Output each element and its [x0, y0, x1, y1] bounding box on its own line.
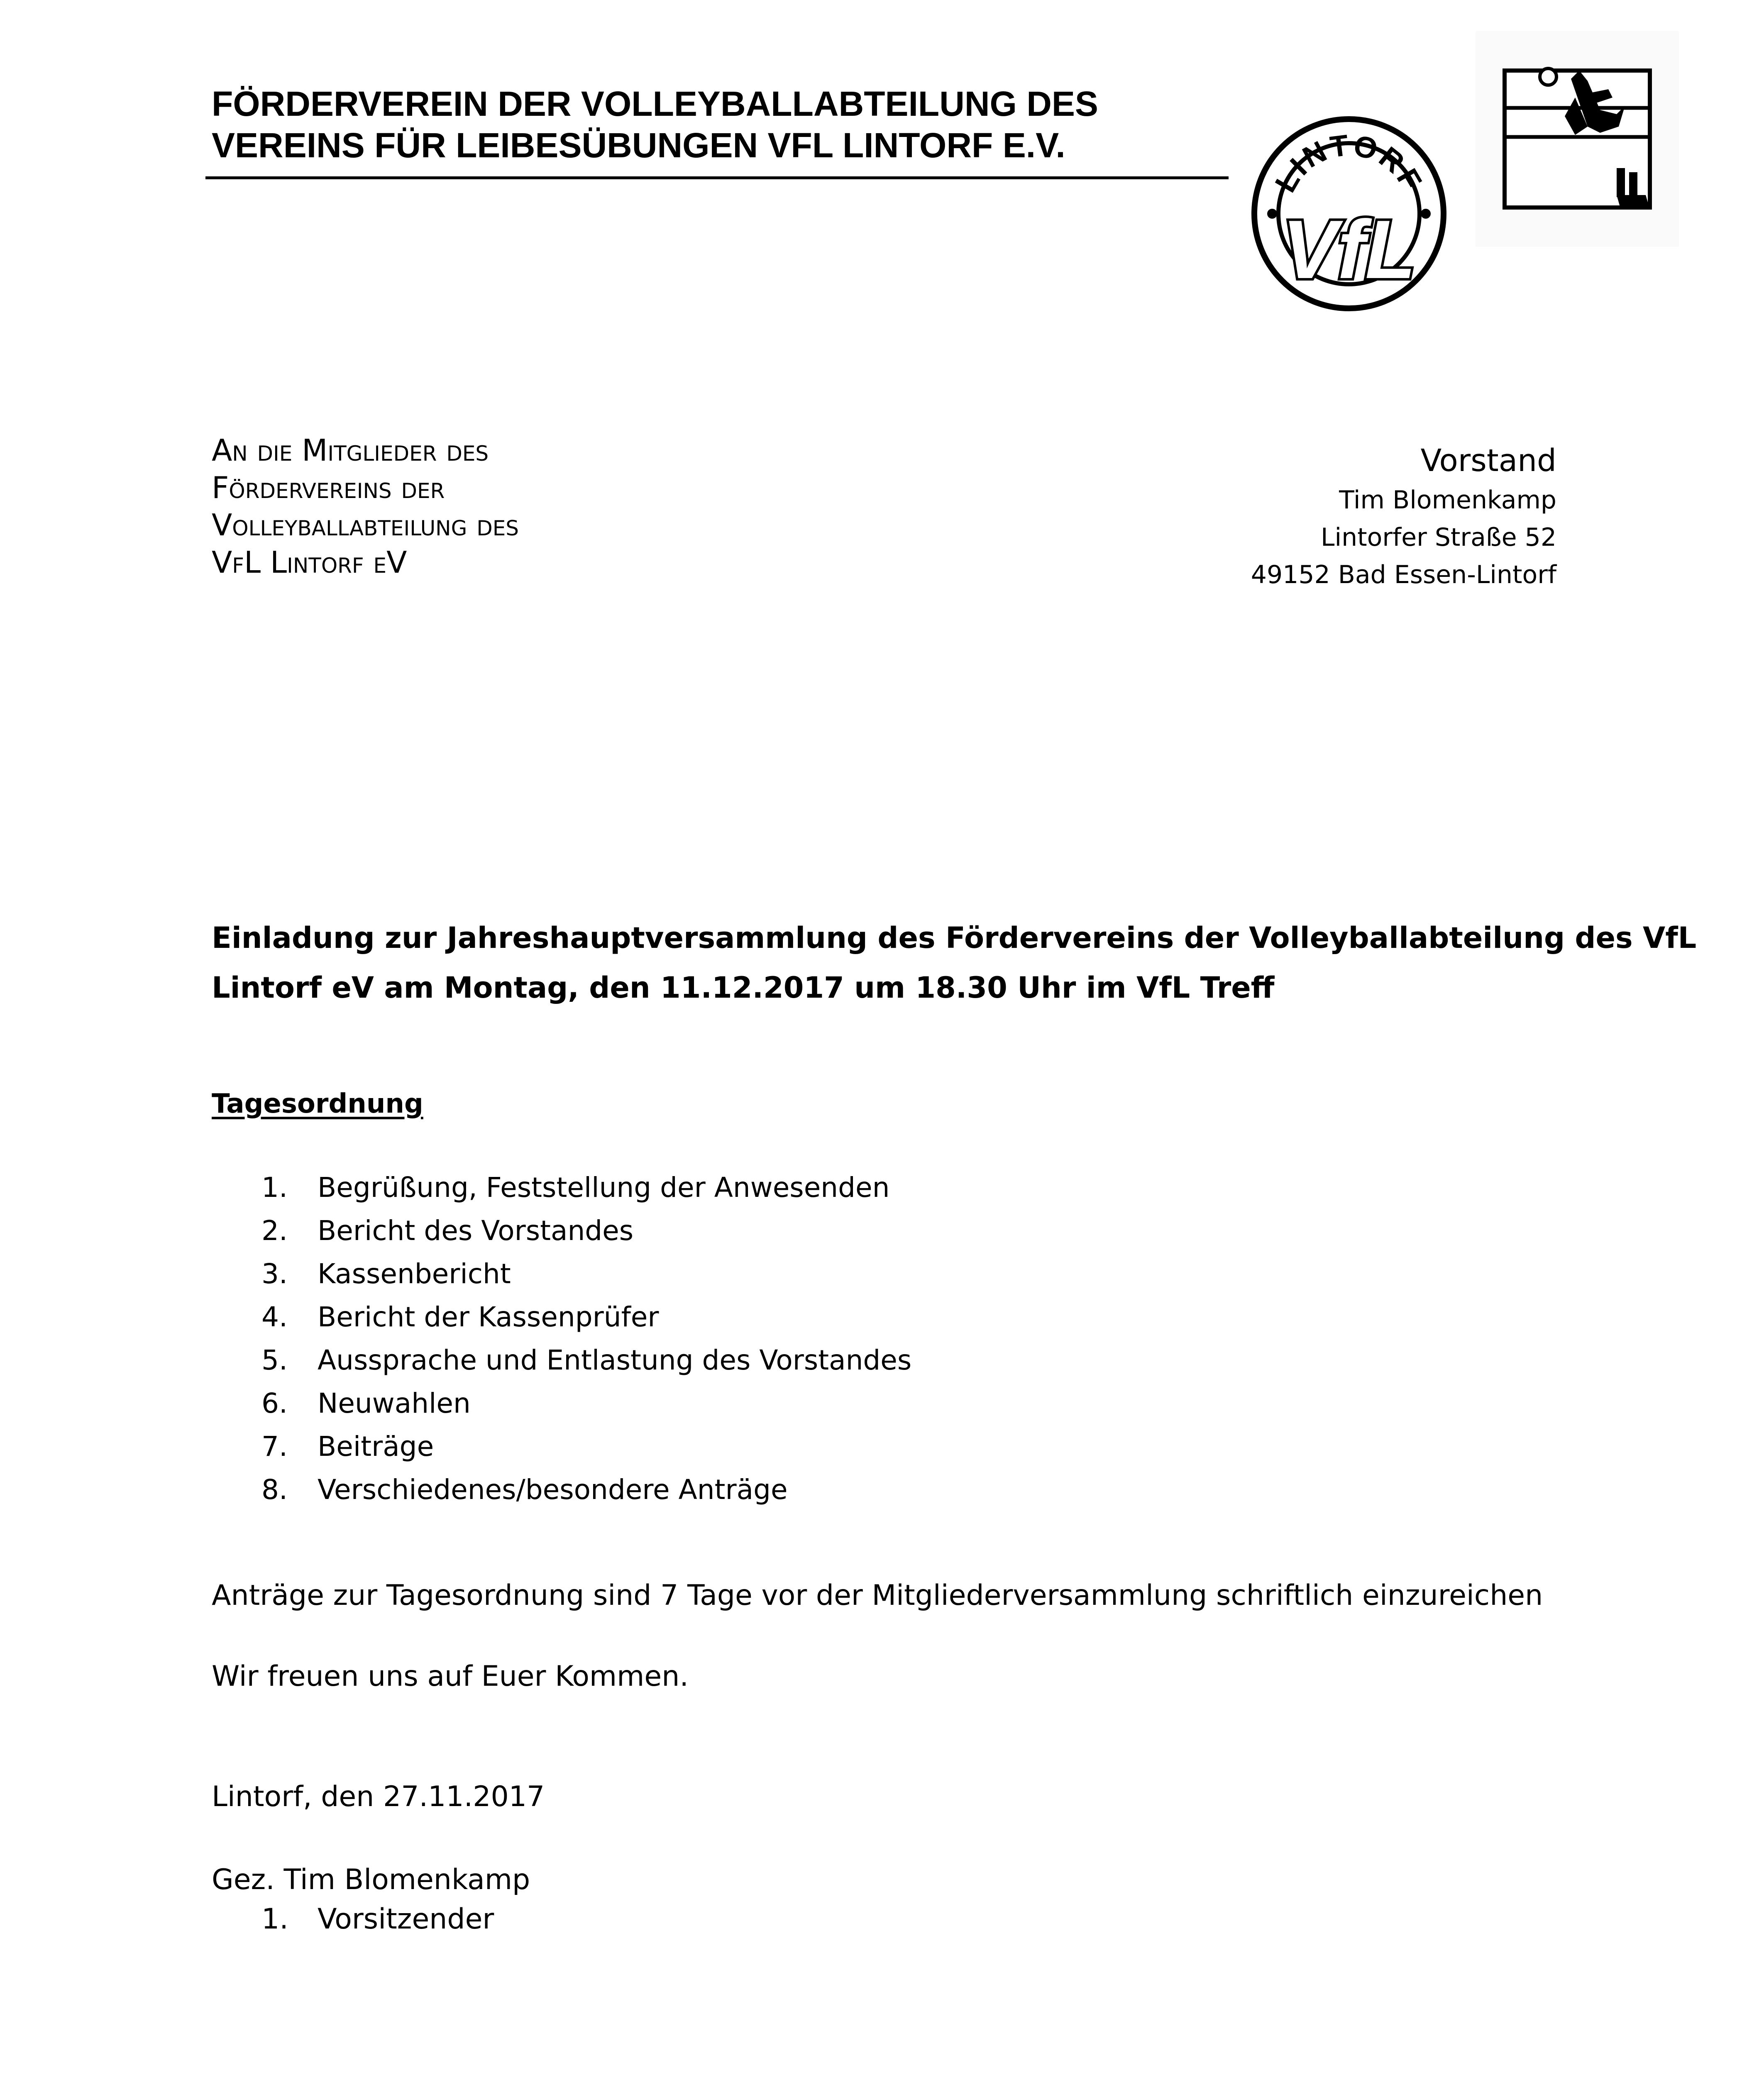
agenda-item	[261, 1209, 911, 1252]
invitation-line-2: Lintorf eV am Montag, den 11.12.2017 um 18.30 Uhr im VfL Treff	[212, 971, 1275, 1005]
sender-name: Tim Blomenkamp	[1339, 486, 1556, 515]
sender-street: Lintorfer Straße 52	[1321, 523, 1556, 552]
agenda-item-text: Neuwahlen	[318, 1387, 471, 1419]
agenda-item	[261, 1425, 911, 1468]
signer-role	[261, 1899, 494, 1940]
recipient-line: Volleyballabteilung des	[212, 508, 519, 542]
volleyball-player-icon	[1476, 31, 1679, 247]
signature-line: Gez. Tim Blomenkamp	[212, 1863, 530, 1896]
recipient-address	[212, 432, 519, 581]
agenda-item-number: 6.	[261, 1387, 288, 1419]
signer-role-text: Vorsitzender	[318, 1903, 494, 1936]
agenda-item-text: Bericht der Kassenprüfer	[318, 1301, 659, 1333]
closing-line: Wir freuen uns auf Euer Kommen.	[212, 1660, 689, 1693]
agenda-item-number: 3.	[261, 1258, 288, 1290]
agenda-item	[261, 1296, 911, 1339]
invitation-heading	[212, 913, 1696, 1013]
sender-role: Vorstand	[1420, 443, 1556, 478]
agenda-item-number: 1.	[261, 1172, 288, 1204]
agenda-item-number: 2.	[261, 1215, 288, 1247]
recipient-line: VfL Lintorf eV	[212, 545, 407, 580]
sender-city: 49152 Bad Essen-Lintorf	[1251, 560, 1556, 589]
vfl-lintorf-logo	[1249, 112, 1449, 315]
agenda-item	[261, 1468, 911, 1511]
agenda-item	[261, 1339, 911, 1382]
agenda-item-number: 4.	[261, 1301, 288, 1333]
agenda-item	[261, 1252, 911, 1296]
recipient-line: An die Mitglieder des	[212, 433, 489, 468]
logo-arc-text: LINTORF	[1268, 128, 1429, 198]
place-and-date: Lintorf, den 27.11.2017	[212, 1780, 545, 1813]
agenda-heading: Tagesordnung	[212, 1089, 423, 1119]
invitation-line-1: Einladung zur Jahreshauptversammlung des Fördervereins der Volleyballabteilung des VfL	[212, 921, 1697, 955]
recipient-line: Fördervereins der	[212, 470, 445, 505]
agenda-item-text: Verschiedenes/besondere Anträge	[318, 1474, 788, 1506]
agenda-item	[261, 1382, 911, 1425]
agenda-list	[261, 1166, 911, 1511]
agenda-item-text: Aussprache und Entlastung des Vorstandes	[318, 1344, 912, 1376]
agenda-item-number: 5.	[261, 1344, 288, 1376]
agenda-item-text: Kassenbericht	[318, 1258, 511, 1290]
agenda-item-text: Bericht des Vorstandes	[318, 1215, 634, 1247]
sender-address	[1251, 440, 1556, 593]
agenda-item-number: 8.	[261, 1474, 288, 1506]
agenda-item	[261, 1166, 911, 1209]
logo-main-text: VfL	[1282, 203, 1416, 296]
agenda-item-text: Beiträge	[318, 1431, 434, 1462]
club-name-heading	[212, 83, 1098, 166]
agenda-item-text: Begrüßung, Feststellung der Anwesenden	[318, 1172, 890, 1204]
club-name-line-1: FÖRDERVEREIN DER VOLLEYBALLABTEILUNG DES	[212, 84, 1098, 123]
submission-note: Anträge zur Tagesordnung sind 7 Tage vor der Mitgliederversammlung schriftlich einzureichen	[212, 1579, 1543, 1612]
agenda-item-number: 7.	[261, 1431, 288, 1462]
signer-role-number: 1.	[261, 1903, 288, 1936]
club-name-line-2: VEREINS FÜR LEIBESÜBUNGEN VFL LINTORF E.V.	[212, 126, 1065, 165]
header-divider	[205, 176, 1229, 179]
